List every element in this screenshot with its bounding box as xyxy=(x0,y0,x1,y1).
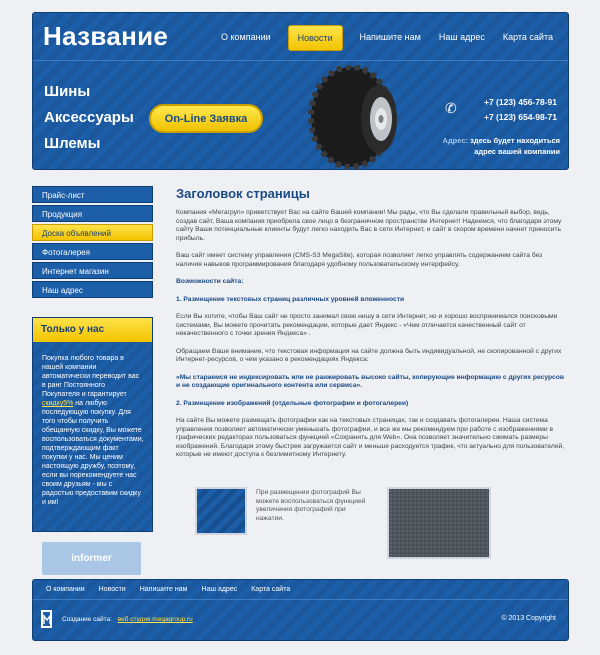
content-quote: «Мы стараемся не индексировать или не ранжировать высоко сайты, копирующие информацию с других ресурсов и не создающие оригинального контента или сервиса». xyxy=(176,373,564,389)
header-phones xyxy=(445,95,557,125)
sidebar-item-board[interactable]: Доска объявлений xyxy=(32,224,153,241)
main-nav xyxy=(212,25,562,51)
content-paragraph-4: Обращаем Ваше внимание, что текстовая информация на сайте должна быть индивидуальной, не скопированной с других Интернет-ресурсов, о чем указано в рекомендациях Яндекса: xyxy=(176,347,562,363)
online-request-button[interactable]: On-Line Заявка xyxy=(149,104,263,133)
sidebar-item-address[interactable]: Наш адрес xyxy=(32,281,153,298)
created-label: Создание сайта: xyxy=(62,616,112,623)
photo-caption: При размещении фотографий Вы можете воспользоваться функцией увеличения фотографий при нажатии. xyxy=(256,489,366,522)
phone-2[interactable]: +7 (123) 654-98-71 xyxy=(483,112,557,122)
footer-nav-address[interactable]: Наш адрес xyxy=(201,586,238,593)
informer-widget[interactable]: informer xyxy=(42,542,141,575)
copyright: © 2013 Copyright xyxy=(501,615,556,622)
content-paragraph-3: Если Вы хотите, чтобы Ваш сайт не просто занимал свою нишу в сети Интернет, но и хорошо воспринимался поисковыми системами, Вы можете прочитать рекомендации, которые дает Яндекс - «Чем отличается качественный сайт от некачественного с точки зрения Яндекса» . xyxy=(176,313,558,337)
nav-about[interactable]: О компании xyxy=(221,32,271,42)
nav-sitemap[interactable]: Карта сайта xyxy=(502,32,553,42)
footer-nav xyxy=(33,580,568,600)
address-line-2: адрес вашей компании xyxy=(474,147,560,156)
nav-contact[interactable]: Напишите нам xyxy=(359,32,421,42)
sidebar-item-shop[interactable]: Интернет магазин xyxy=(32,262,153,279)
photo-thumbnail-1[interactable] xyxy=(195,487,247,535)
promo-text xyxy=(33,342,152,507)
header-topbar xyxy=(33,13,568,61)
footer-nav-about[interactable]: О компании xyxy=(46,586,85,593)
sidebar-item-price-list[interactable]: Прайс-лист xyxy=(32,186,153,203)
feature-heading-2: 2. Размещение изображений (отдельные фотографии и фотогалереи) xyxy=(176,399,409,407)
header-address xyxy=(443,135,561,157)
footer-nav-sitemap[interactable]: Карта сайта xyxy=(251,586,291,593)
nav-news[interactable]: Новости xyxy=(288,25,343,51)
site-footer xyxy=(32,579,569,641)
megagroup-logo-icon xyxy=(41,608,56,630)
category-helmets[interactable]: Шлемы xyxy=(44,135,101,152)
footer-nav-news[interactable]: Новости xyxy=(98,586,126,593)
phone-1[interactable]: +7 (123) 456-78-91 xyxy=(483,97,557,107)
content-paragraph-2: Ваш сайт имеет систему управления (CMS-S3 MegaSite), которая позволяет легко управлять содержанием сайта без наличия навыков программирования благодаря удобному пользовательскому интерфейсу. xyxy=(176,252,543,268)
promo-title: Только у нас xyxy=(33,318,152,342)
footer-created xyxy=(62,616,193,623)
tire-image xyxy=(299,65,411,169)
promo-text-b: на любую последующую покупку. Для того чтобы получить обещанную скидку, Вы можете воспользоваться документами, подтверждающим факт покупки у нас. Мы ценим настоящую дружбу, поэтому, если вы порекомендуете нас своим друзьям - мы с радостью предоставим скидку и им! xyxy=(42,400,144,506)
address-label: Адрес: xyxy=(442,136,468,145)
address-line-1: здесь будет находиться xyxy=(470,136,560,145)
promo-text-a: Покупка любого товара в нашей компании автоматически переводит вас в ранг Постоянного Покупателя и гарантирует xyxy=(42,355,140,398)
promo-discount-link[interactable]: скидку5% xyxy=(42,400,74,407)
sidebar-item-gallery[interactable]: Фотогалерея xyxy=(32,243,153,260)
photo-thumbnail-2[interactable] xyxy=(387,487,491,559)
feature-heading-1: 1. Размещение текстовых страниц различных уровней вложенности xyxy=(176,295,405,303)
category-tires[interactable]: Шины xyxy=(44,83,91,100)
header-categories xyxy=(44,79,134,157)
nav-address[interactable]: Наш адрес xyxy=(438,32,485,42)
content-paragraph-5: На сайте Вы можете размещать фотографии как на текстовых страницах, так и создавать фотогалереи. Наша система управления позволяет автоматически уменьшать фотографии, и все же мы рекомендуем при работе с изображениями в графических редакторах пользоваться функцией «Сохранить для Web». Она позволяет значительно сжимать размеры изображений. Благодаря этому быстрее загружается сайт и меньше расходуется трафик, что актуально для пользователей, которые не имеют доступа к безлимитному Интернету. xyxy=(176,417,565,458)
phone-icon: ✆ xyxy=(445,100,457,116)
content-paragraph-1: Компания «Мегагруп» приветствует Вас на сайте Вашей компании! Мы рады, что Вы сделали правильный выбор, ведь, создав сайт, Ваша компания приобрела свое лицо в безграничном пространстве Интернет! Надеемся, что благодаря этому сайту Ваши потенциальные клиенты будут легко находить Вас в сети Интернет, и сайт в скором времени начнет приносить прибыль. xyxy=(176,209,562,242)
page-title: Заголовок страницы xyxy=(176,186,310,201)
photo-row xyxy=(176,487,566,559)
site-header xyxy=(32,12,569,170)
features-heading: Возможности сайта: xyxy=(176,278,244,285)
sidebar xyxy=(32,186,153,564)
category-accessories[interactable]: Аксессуары xyxy=(44,109,134,126)
studio-link[interactable]: веб студия megagroup.ru xyxy=(117,616,193,623)
main-content xyxy=(176,186,566,469)
promo-block xyxy=(32,317,153,532)
footer-nav-contact[interactable]: Напишите нам xyxy=(139,586,188,593)
site-logo[interactable]: Название xyxy=(43,21,169,51)
sidebar-item-products[interactable]: Продукция xyxy=(32,205,153,222)
